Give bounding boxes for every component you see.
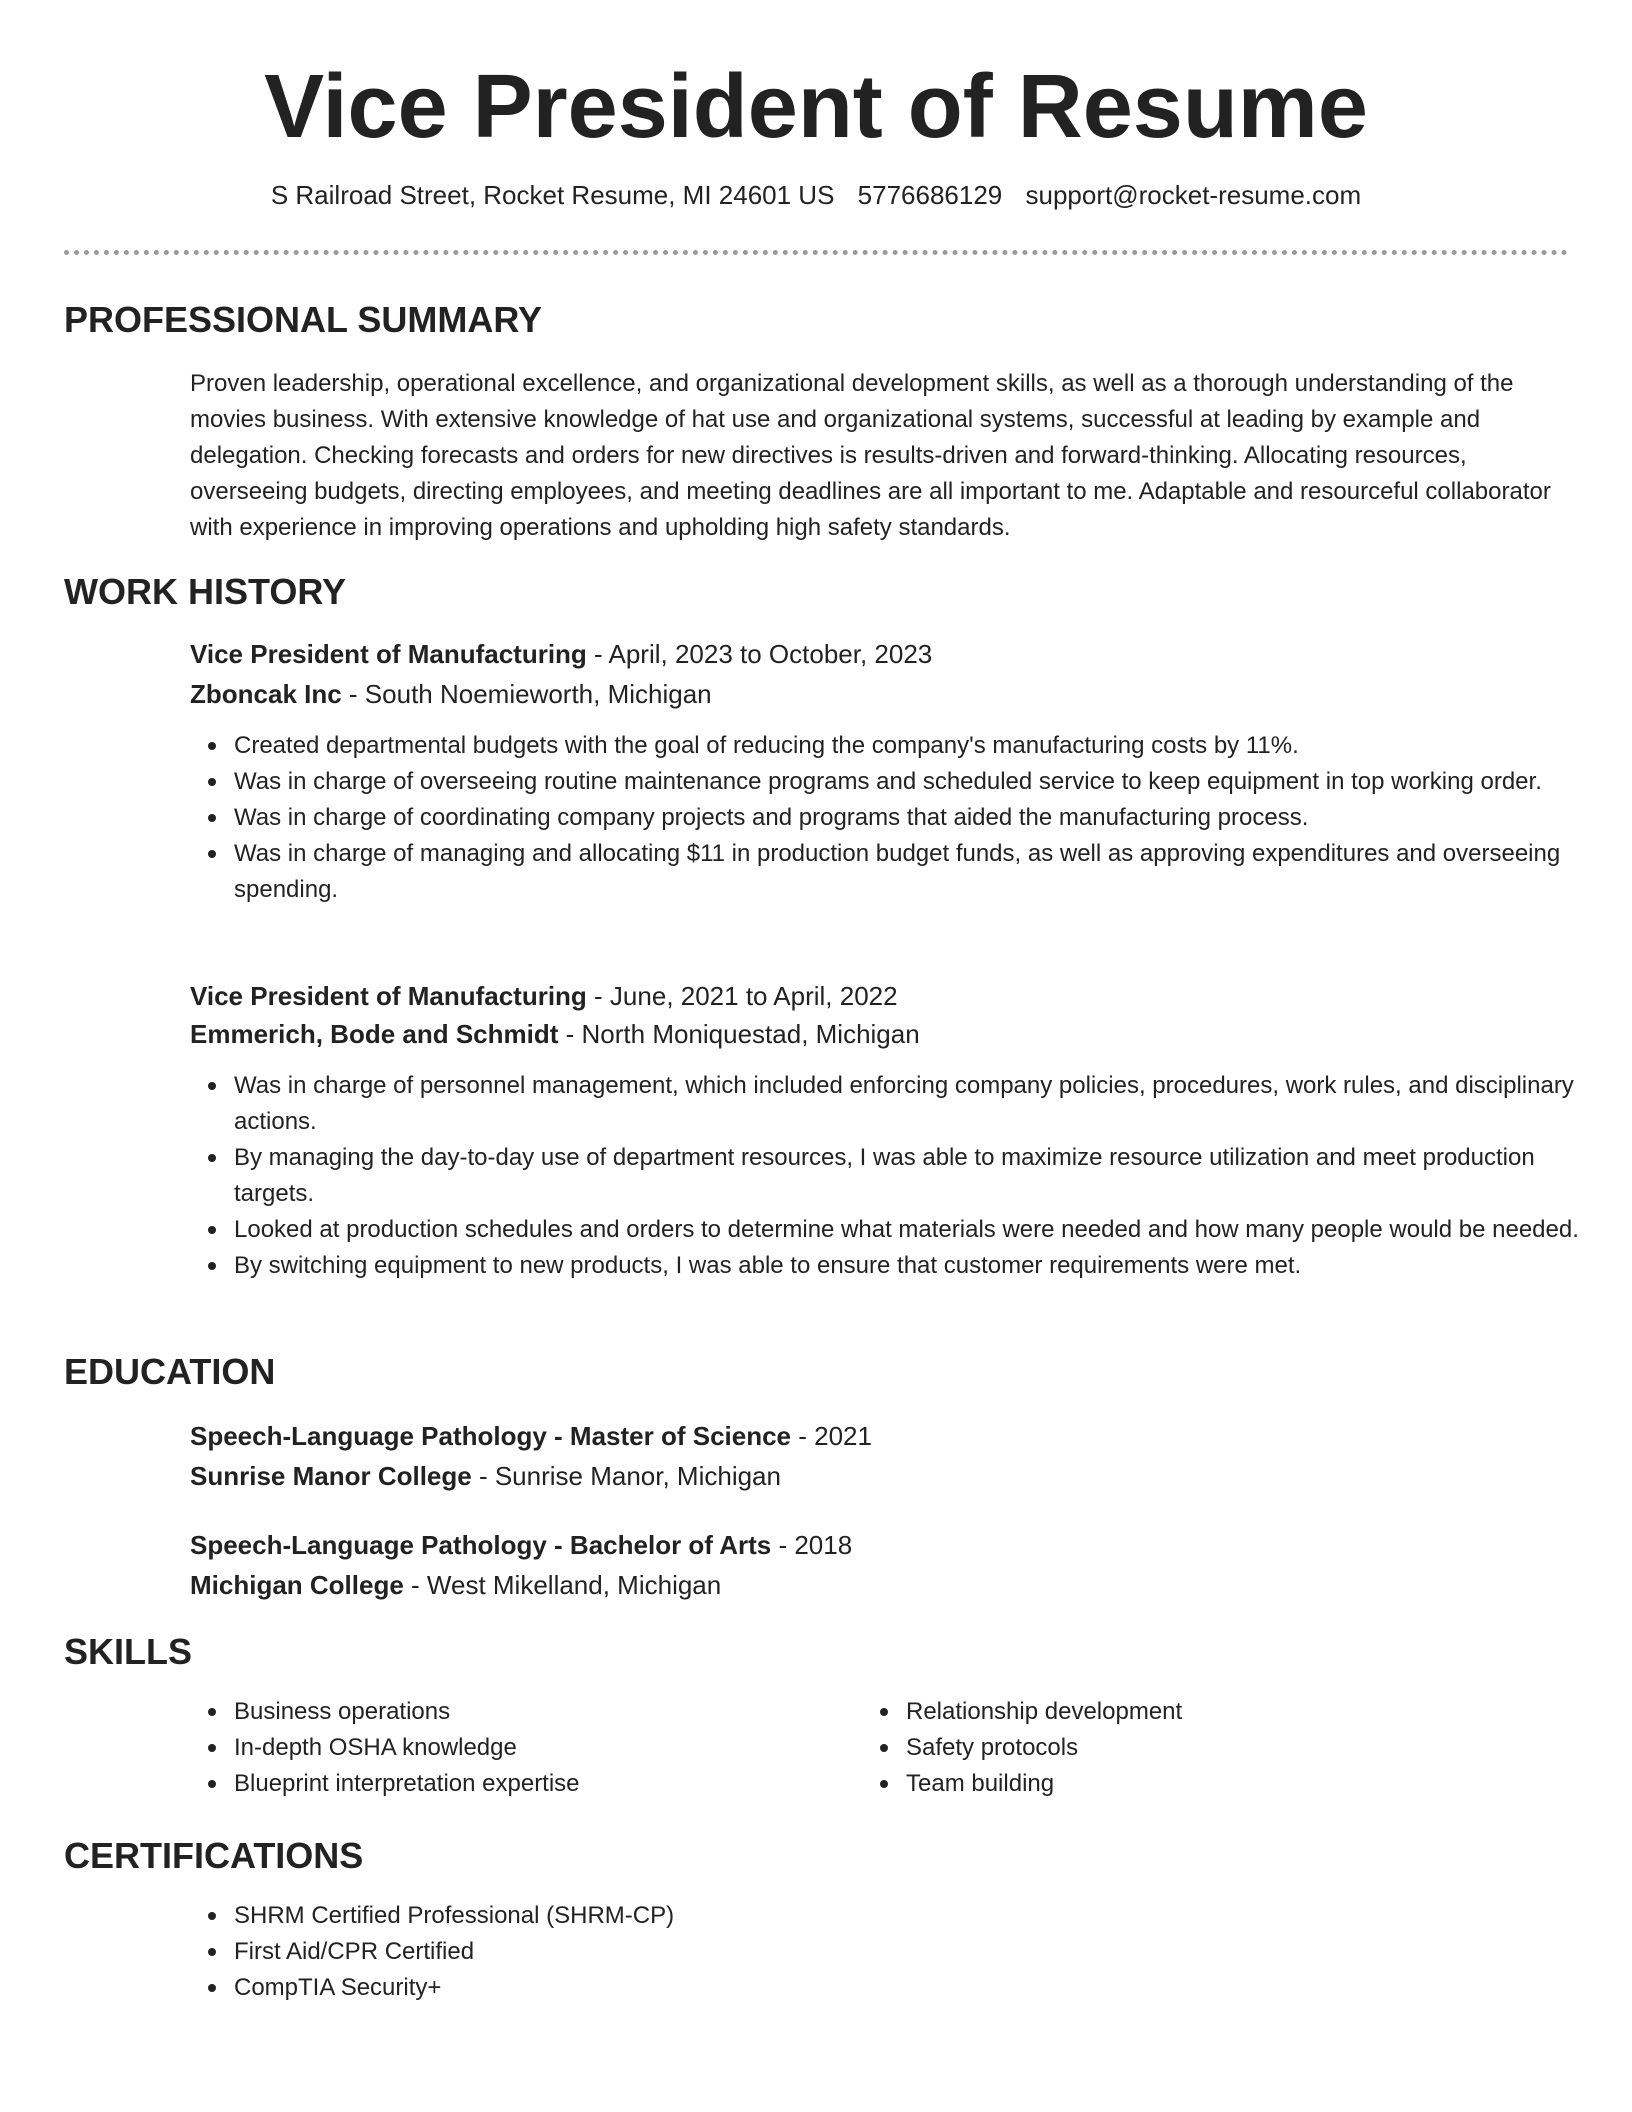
summary-text: Proven leadership, operational excellence, and organizational development skills, as well as a thorough understanding of the movies business. With extensive knowledge of hat use and organizational systems, successful at leading by example and delegation. Checking forecasts and orders for new directives is results-driven and forward-thinking. Allocating resources, overseeing budgets, directing employees, and meeting deadlines are all important to me. Adaptable and resourceful collaborator with experience in improving operations and upholding high safety standards. bbox=[190, 370, 1551, 541]
list-item: Was in charge of managing and allocating $11 in production budget funds, as well as approving expenditures and overseeing spending. bbox=[234, 836, 1594, 908]
job-role: Vice President of Manufacturing bbox=[190, 639, 587, 669]
job-company-line bbox=[190, 676, 712, 712]
list-item: Business operations bbox=[234, 1694, 854, 1730]
education-school-line bbox=[190, 1567, 721, 1603]
education-year: - 2021 bbox=[791, 1421, 872, 1451]
job-company-line bbox=[190, 1016, 920, 1052]
contact-line bbox=[0, 178, 1632, 212]
list-item: In-depth OSHA knowledge bbox=[234, 1730, 854, 1766]
list-item: SHRM Certified Professional (SHRM-CP) bbox=[234, 1898, 1594, 1934]
list-item: Safety protocols bbox=[906, 1730, 1526, 1766]
job-company: Zboncak Inc bbox=[190, 679, 342, 709]
list-item: Looked at production schedules and orders to determine what materials were needed and how many people would be needed. bbox=[234, 1212, 1594, 1248]
skills-list-right bbox=[862, 1694, 1526, 1802]
section-title-certifications: CERTIFICATIONS bbox=[64, 1835, 364, 1876]
certifications-list bbox=[190, 1898, 1594, 2006]
education-school: Sunrise Manor College bbox=[190, 1461, 472, 1491]
resume-name: Vice President of Resume bbox=[264, 57, 1368, 157]
section-title-work-history: WORK HISTORY bbox=[64, 571, 347, 612]
education-location: - Sunrise Manor, Michigan bbox=[471, 1461, 781, 1491]
list-item: By switching equipment to new products, I was able to ensure that customer requirements were met. bbox=[234, 1248, 1594, 1284]
contact-phone: 5776686129 bbox=[857, 180, 1003, 210]
list-item: Created departmental budgets with the goal of reducing the company's manufacturing costs by 11%. bbox=[234, 728, 1594, 764]
job-bullets bbox=[190, 728, 1594, 908]
education-degree-line bbox=[190, 1527, 852, 1563]
list-item: Was in charge of coordinating company projects and programs that aided the manufacturing process. bbox=[234, 800, 1594, 836]
skills-list-left bbox=[190, 1694, 854, 1802]
job-company: Emmerich, Bode and Schmidt bbox=[190, 1019, 559, 1049]
education-degree: Speech-Language Pathology - Bachelor of Arts bbox=[190, 1530, 772, 1560]
job-title-line bbox=[190, 978, 898, 1014]
job-title-line bbox=[190, 636, 932, 672]
education-school-line bbox=[190, 1458, 781, 1494]
education-year: - 2018 bbox=[771, 1530, 853, 1560]
job-location: - North Moniquestad, Michigan bbox=[558, 1019, 920, 1049]
contact-address: S Railroad Street, Rocket Resume, MI 24601 US bbox=[270, 180, 835, 210]
list-item: First Aid/CPR Certified bbox=[234, 1934, 1594, 1970]
job-bullets bbox=[190, 1068, 1594, 1284]
job-dates: - June, 2021 to April, 2022 bbox=[586, 981, 898, 1011]
education-degree-line bbox=[190, 1418, 872, 1454]
list-item: Was in charge of overseeing routine maintenance programs and scheduled service to keep equipment in top working order. bbox=[234, 764, 1594, 800]
list-item: CompTIA Security+ bbox=[234, 1970, 1594, 2006]
education-location: - West Mikelland, Michigan bbox=[403, 1570, 722, 1600]
list-item: Blueprint interpretation expertise bbox=[234, 1766, 854, 1802]
job-dates: - April, 2023 to October, 2023 bbox=[586, 639, 933, 669]
list-item: Was in charge of personnel management, which included enforcing company policies, procedures, work rules, and disciplinary actions. bbox=[234, 1068, 1594, 1140]
list-item: By managing the day-to-day use of department resources, I was able to maximize resource utilization and meet production targets. bbox=[234, 1140, 1594, 1212]
section-title-education: EDUCATION bbox=[64, 1351, 276, 1392]
job-role: Vice President of Manufacturing bbox=[190, 981, 587, 1011]
education-degree: Speech-Language Pathology - Master of Science bbox=[190, 1421, 792, 1451]
list-item: Team building bbox=[906, 1766, 1526, 1802]
job-location: - South Noemieworth, Michigan bbox=[341, 679, 712, 709]
header-divider bbox=[64, 250, 1568, 255]
contact-email: support@rocket-resume.com bbox=[1025, 180, 1362, 210]
list-item: Relationship development bbox=[906, 1694, 1526, 1730]
section-title-skills: SKILLS bbox=[64, 1631, 193, 1672]
section-title-summary: PROFESSIONAL SUMMARY bbox=[64, 299, 543, 340]
education-school: Michigan College bbox=[190, 1570, 404, 1600]
